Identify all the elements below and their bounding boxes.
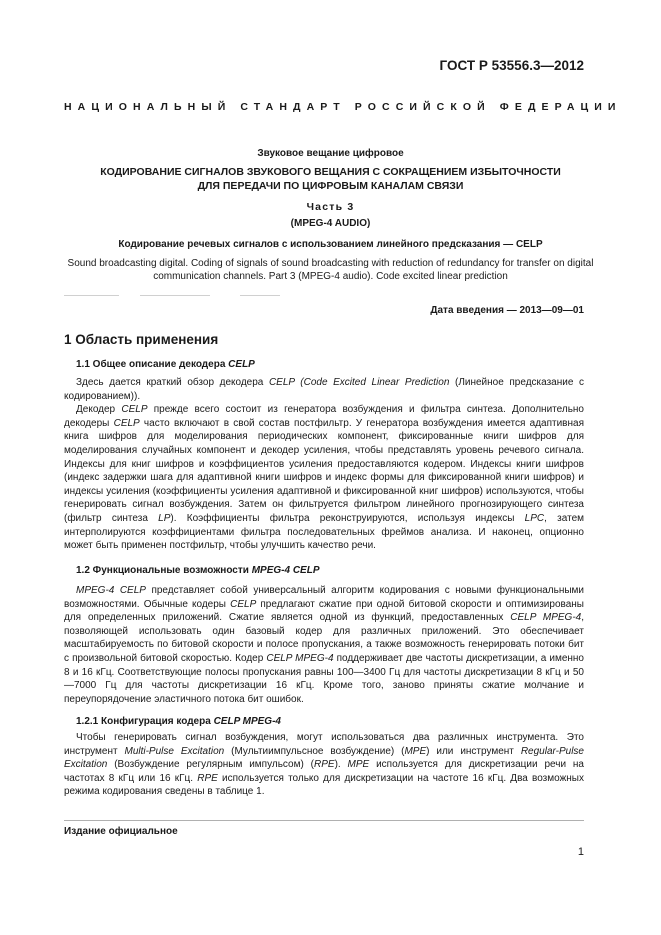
subsection-1-2-1-body [64, 731, 584, 799]
title-part: Часть 3 [306, 201, 355, 213]
standard-code: ГОСТ Р 53556.3—2012 [439, 58, 584, 73]
title-preamble: Звуковое вещание цифровое [257, 148, 404, 159]
national-standard-banner: НАЦИОНАЛЬНЫЙ СТАНДАРТ РОССИЙСКОЙ ФЕДЕРАЦИИ [64, 101, 622, 113]
subsection-1-1-body [64, 376, 584, 553]
paragraph: MPEG-4 CELP представляет собой универсальный алгоритм кодирования с новыми функциональными возможностями. Обычные кодеры CELP предлагают сжатие при одной битовой скорости и оптимизированы для определенных приложений. Сжатие является одной из функций, предоставленных CELP MPEG-4, позволяющей использовать один базовый кодер для различных приложений. Это обеспечивает масштабируемость по битовой скорости и полосе пропускания, а также возможность генерировать потоки бит с произвольной битовой скоростью. Кодер CELP MPEG-4 поддерживает две частоты дискретизации, а именно 8 и 16 кГц. Соответствующие полосы пропускания равны 100—3400 Гц для частоты дискретизации 8 кГц и 50—7000 Гц для частоты дискретизации 16 кГц. Кроме того, заново приняты сжатие молчание и переупорядочение эластичного потока бит ошибок. [64, 585, 584, 705]
title-mpeg: (MPEG-4 AUDIO) [290, 218, 371, 229]
scan-artifact-line [64, 295, 119, 296]
paragraph: Чтобы генерировать сигнал возбуждения, могут использоваться два различных инструмента. Это инструмент Multi-Pulse Excitation (Мультиимпульсное возбуждение) (MPE) или инструмент Regular-Pulse Excitation (Возбуждение регулярным импульсом) (RPE). MPE используется для дискретизации речи на частотах 8 кГц или 16 кГц. RPE используется только для дискретизации на частоте 16 кГц. Два возможных режима кодирования сведены в таблице 1. [64, 732, 584, 798]
scan-artifact-line [140, 295, 210, 296]
title-english: Sound broadcasting digital. Coding of signals of sound broadcasting with reduction of redundancy for transfer on digital communication channels. Part 3 (MPEG-4 audio). Code excited linear prediction [67, 258, 594, 282]
edition-label: Издание официальное [64, 826, 178, 837]
subsection-1-2-body [64, 584, 584, 706]
title-subtitle: Кодирование речевых сигналов с использованием линейного предсказания — CELP [118, 239, 543, 250]
title-line-2: ДЛЯ ПЕРЕДАЧИ ПО ЦИФРОВЫМ КАНАЛАМ СВЯЗИ [197, 180, 464, 192]
footer-divider [64, 820, 584, 821]
subsection-heading: 1.2 Функциональные возможности MPEG-4 CELP [76, 565, 320, 576]
paragraph: Декодер CELP прежде всего состоит из генератора возбуждения и фильтра синтеза. Дополнительно декодеры CELP часто включают в свой состав постфильтр. У генератора возбуждения имеется адаптивная книга шифров для моделирования периодических компонент, фиксированные книги шифров для моделирования случайных компонент и декодер усиления, чтобы представлять уровень речевого сигнала. Индексы для книг шифров и коэффициентов усиления предоставляются кодером. Индексы книги шифров (индекс задержки шага для адаптивной книги шифров и индекс формы для фиксированной книги шифров) и индексы усиления (коэффициенты усиления адаптивной и фиксированной книг шифров) используются, чтобы генерировать сигнал возбуждения. Затем он фильтруется фильтром линейного прогнозирующего синтеза (фильтр синтеза LP). Коэффициенты фильтра реконструируются, используя индексы LPC, затем интерполируются коэффициентами фильтра последовательных фреймов анализа. И наконец, опционно может быть применен постфильтр, чтобы улучшить качество речи. [64, 404, 585, 552]
page-number: 1 [577, 846, 584, 858]
subsection-heading: 1.2.1 Конфигурация кодера CELP MPEG-4 [76, 716, 281, 727]
paragraph: Здесь дается краткий обзор декодера CELP (Code Excited Linear Prediction (Линейное предсказание с кодированием)). [64, 377, 584, 402]
introduction-date: Дата введения — 2013—09—01 [430, 305, 584, 316]
title-line-1: КОДИРОВАНИЕ СИГНАЛОВ ЗВУКОВОГО ВЕЩАНИЯ С СОКРАЩЕНИЕМ ИЗБЫТОЧНОСТИ [100, 166, 561, 178]
scan-artifact-line [240, 295, 280, 296]
subsection-heading: 1.1 Общее описание декодера CELP [76, 359, 255, 370]
section-heading: 1 Область применения [64, 332, 219, 347]
